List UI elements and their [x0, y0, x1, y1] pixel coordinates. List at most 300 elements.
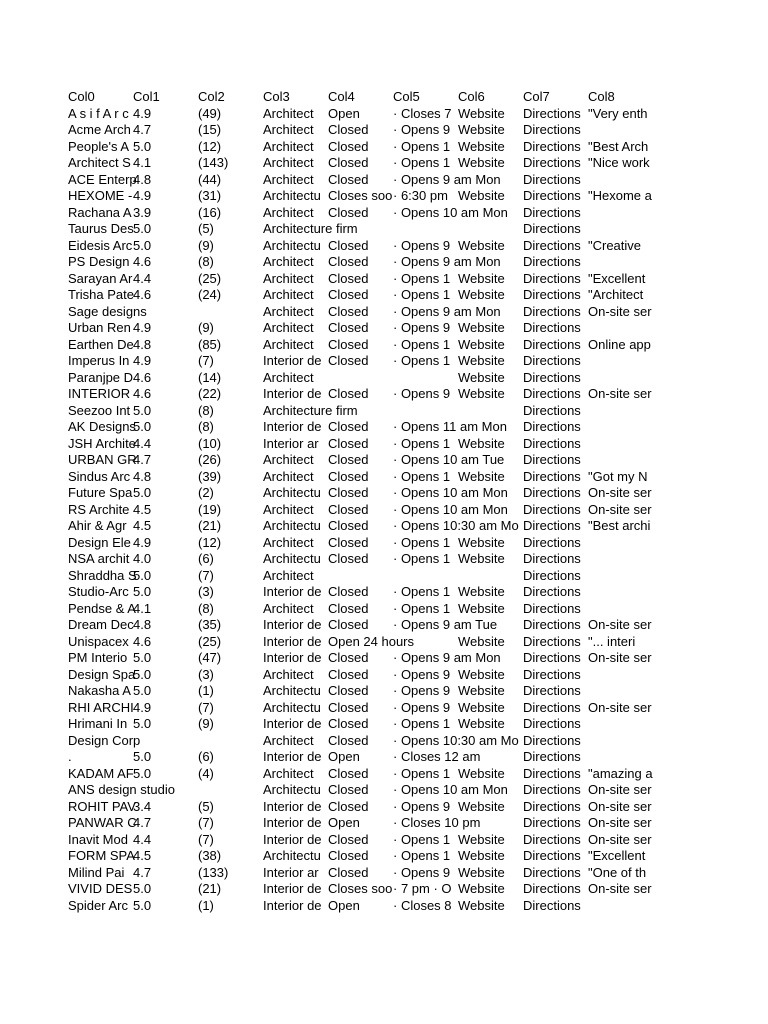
- table-cell: Architect: [263, 452, 314, 467]
- table-row: [68, 238, 654, 255]
- table-cell: (8): [198, 254, 214, 269]
- table-cell: On-site ser: [588, 831, 652, 847]
- table-cell: On-site ser: [588, 617, 652, 632]
- table-cell: AK Designs: [68, 419, 136, 434]
- table-cell: Sindus Arc: [68, 468, 131, 484]
- table-row: [68, 122, 654, 139]
- table-cell: Directions: [523, 353, 581, 368]
- table-row: [68, 106, 654, 123]
- table-cell: 3.4: [133, 798, 152, 814]
- table-cell: Closed: [328, 798, 369, 814]
- table-cell: Interior de: [263, 815, 322, 830]
- header-cell: Col7: [523, 89, 550, 104]
- table-cell: Architectu: [263, 188, 321, 203]
- table-cell: Directions: [523, 567, 581, 583]
- table-cell: 4.6: [133, 254, 152, 269]
- table-cell: Architect: [263, 765, 314, 781]
- table-cell: Directions: [523, 518, 581, 533]
- table-row: [68, 320, 654, 337]
- table-cell: Directions: [523, 501, 581, 517]
- table-cell: Website: [458, 534, 505, 550]
- table-cell: Directions: [523, 204, 581, 220]
- table-row: [68, 865, 654, 882]
- table-cell: [588, 419, 654, 436]
- table-cell: 4.1: [133, 155, 152, 170]
- table-cell: [458, 502, 523, 519]
- table-cell: "Excellent: [588, 848, 646, 863]
- table-cell: (7): [198, 831, 214, 847]
- table-cell: Architect: [263, 336, 314, 352]
- table-cell: Open 24 hours: [328, 633, 415, 649]
- table-cell: Architectu: [263, 237, 321, 253]
- table-cell: · Opens 1: [393, 270, 451, 286]
- table-cell: · Opens 9: [393, 237, 451, 253]
- table-cell: Directions: [523, 122, 581, 137]
- table-cell: 5.0: [133, 485, 152, 500]
- table-cell: Design Ele: [68, 534, 131, 550]
- header-cell: Col8: [588, 89, 615, 104]
- table-cell: 5.0: [133, 650, 152, 665]
- table-cell: · Opens 9: [393, 320, 451, 335]
- table-cell: Interior de: [263, 831, 322, 847]
- table-cell: 5.0: [133, 138, 152, 154]
- table-cell: Closed: [328, 485, 369, 500]
- table-cell: Closed: [328, 782, 369, 797]
- table-row: [68, 667, 654, 684]
- table-cell: On-site ser: [588, 650, 652, 665]
- table-cell: (133): [198, 864, 229, 880]
- table-row: [68, 733, 654, 750]
- table-cell: · Opens 1: [393, 287, 451, 302]
- table-cell: · Opens 9: [393, 122, 451, 137]
- table-cell: Architectu: [263, 683, 321, 698]
- table-cell: [458, 733, 523, 750]
- table-cell: Architect S: [68, 155, 131, 170]
- table-cell: Closed: [328, 650, 369, 665]
- table-cell: "Very enth: [588, 105, 648, 121]
- table-cell: Directions: [523, 452, 581, 467]
- table-cell: Directions: [523, 435, 581, 451]
- table-cell: Directions: [523, 369, 581, 385]
- table-cell: (38): [198, 848, 222, 863]
- table-cell: [458, 650, 523, 667]
- table-cell: Website: [458, 798, 505, 814]
- table-row: [68, 221, 654, 238]
- table-cell: Closed: [328, 138, 369, 154]
- table-cell: Closes soo: [328, 881, 393, 896]
- table-cell: Website: [458, 831, 505, 847]
- table-row: [68, 337, 654, 354]
- table-cell: On-site ser: [588, 881, 652, 896]
- table-row: [68, 815, 654, 832]
- table-cell: Website: [458, 105, 505, 121]
- table-cell: INTERIOR: [68, 386, 131, 401]
- table-row: [68, 716, 654, 733]
- table-cell: Interior de: [263, 353, 322, 368]
- table-cell: JSH Archite: [68, 435, 136, 451]
- table-cell: (7): [198, 567, 214, 583]
- table-cell: Website: [458, 237, 505, 253]
- table-cell: Closed: [328, 765, 369, 781]
- table-cell: Closed: [328, 270, 369, 286]
- table-cell: Interior ar: [263, 864, 319, 880]
- table-cell: 4.4: [133, 831, 152, 847]
- table-cell: [198, 782, 263, 799]
- table-body: [68, 106, 654, 915]
- table-cell: · Opens 9: [393, 666, 451, 682]
- table-cell: · Closes 8: [393, 897, 452, 913]
- table-cell: Directions: [523, 221, 581, 236]
- table-cell: Directions: [523, 254, 581, 269]
- table-cell: Open: [328, 815, 360, 830]
- table-cell: 4.9: [133, 188, 152, 203]
- table-cell: A s i f A r c: [68, 105, 129, 121]
- table-cell: 4.4: [133, 270, 152, 286]
- table-cell: Architect: [263, 155, 314, 170]
- table-cell: (8): [198, 600, 214, 616]
- table-cell: [393, 634, 458, 651]
- table-cell: Closed: [328, 584, 369, 599]
- table-cell: (25): [198, 633, 222, 649]
- table-cell: 4.0: [133, 551, 152, 566]
- table-cell: [328, 403, 393, 420]
- table-cell: Directions: [523, 584, 581, 599]
- table-cell: Hrimani In: [68, 716, 128, 731]
- table-cell: Website: [458, 765, 505, 781]
- table-cell: 4.7: [133, 815, 152, 830]
- table-cell: [133, 782, 198, 799]
- table-cell: 5.0: [133, 221, 152, 236]
- table-cell: · Opens 1: [393, 336, 451, 352]
- table-cell: · Opens 9 am Mon: [393, 303, 501, 319]
- table-cell: (16): [198, 204, 222, 220]
- table-cell: Website: [458, 155, 505, 170]
- table-cell: 4.5: [133, 848, 152, 863]
- table-cell: Closed: [328, 716, 369, 731]
- table-cell: Directions: [523, 419, 581, 434]
- table-cell: 4.9: [133, 353, 152, 368]
- table-cell: (2): [198, 485, 214, 500]
- table-cell: Closed: [328, 171, 369, 187]
- table-cell: · Opens 10 am Mon: [393, 204, 508, 220]
- table-cell: · Closes 10 pm: [393, 815, 481, 830]
- table-cell: (7): [198, 815, 214, 830]
- table-cell: (21): [198, 881, 222, 896]
- table-row: [68, 848, 654, 865]
- table-cell: Directions: [523, 534, 581, 550]
- table-cell: · Opens 1: [393, 551, 451, 566]
- table-cell: · Closes 7: [393, 105, 452, 121]
- table-cell: Architect: [263, 270, 314, 286]
- table-cell: (24): [198, 287, 222, 302]
- table-cell: · Opens 1: [393, 353, 451, 368]
- table-cell: Design Spa: [68, 666, 136, 682]
- table-cell: Closed: [328, 518, 369, 533]
- table-cell: Directions: [523, 815, 581, 830]
- table-cell: [588, 172, 654, 189]
- table-cell: Closed: [328, 353, 369, 368]
- table-cell: Interior de: [263, 716, 322, 731]
- table-cell: Architect: [263, 303, 314, 319]
- table-cell: Website: [458, 551, 505, 566]
- table-cell: PS Design: [68, 254, 130, 269]
- table-row: [68, 766, 654, 783]
- table-row: [68, 188, 654, 205]
- table-cell: Spider Arc: [68, 897, 128, 913]
- table-cell: (3): [198, 584, 214, 599]
- table-cell: Interior de: [263, 419, 322, 434]
- table-cell: (5): [198, 798, 214, 814]
- table-row: [68, 898, 654, 915]
- table-cell: Open: [328, 749, 360, 764]
- table-cell: [588, 683, 654, 700]
- table-cell: Website: [458, 683, 505, 698]
- table-cell: 4.8: [133, 468, 152, 484]
- table-cell: Architect: [263, 501, 314, 517]
- table-cell: Directions: [523, 650, 581, 665]
- table-row: [68, 551, 654, 568]
- table-cell: (14): [198, 369, 222, 385]
- table-cell: Nakasha A: [68, 683, 131, 698]
- table-cell: Urban Ren: [68, 320, 131, 335]
- table-cell: 5.0: [133, 237, 152, 253]
- table-cell: Architect: [263, 254, 314, 269]
- table-row: [68, 601, 654, 618]
- table-cell: Interior de: [263, 386, 322, 401]
- table-cell: Pendse & A: [68, 600, 136, 616]
- table-cell: Online app: [588, 336, 651, 352]
- table-cell: 4.1: [133, 600, 152, 616]
- header-cell: Col2: [198, 89, 225, 104]
- table-cell: URBAN GR: [68, 452, 137, 467]
- table-cell: Directions: [523, 881, 581, 896]
- table-cell: Architect: [263, 468, 314, 484]
- table-cell: KADAM AF: [68, 765, 134, 781]
- header-cell: Col1: [133, 89, 160, 104]
- table-cell: ANS design studio: [68, 782, 175, 797]
- table-cell: [458, 172, 523, 189]
- table-cell: · Opens 9: [393, 386, 451, 401]
- table-cell: Website: [458, 270, 505, 286]
- table-cell: Unispacex: [68, 633, 129, 649]
- table-cell: Architectu: [263, 551, 321, 566]
- table-cell: Closed: [328, 287, 369, 302]
- table-cell: PANWAR C: [68, 815, 137, 830]
- table-cell: (1): [198, 897, 214, 913]
- table-cell: [458, 815, 523, 832]
- table-cell: [458, 452, 523, 469]
- table-row: [68, 518, 654, 535]
- header-cell: Col4: [328, 89, 355, 104]
- table-cell: Closed: [328, 617, 369, 632]
- table-cell: · 6:30 pm: [393, 188, 448, 203]
- table-cell: 4.6: [133, 633, 152, 649]
- table-cell: Architectu: [263, 699, 321, 715]
- table-cell: 4.9: [133, 105, 152, 121]
- table-cell: · Closes 12 am: [393, 749, 481, 764]
- table-cell: · Opens 1: [393, 765, 451, 781]
- table-cell: (9): [198, 716, 214, 731]
- table-cell: (8): [198, 419, 214, 434]
- table-cell: Directions: [523, 617, 581, 632]
- table-cell: Closed: [328, 831, 369, 847]
- table-cell: 5.0: [133, 716, 152, 731]
- table-row: [68, 502, 654, 519]
- table-row: [68, 205, 654, 222]
- table-cell: Interior de: [263, 617, 322, 632]
- table-cell: Closed: [328, 848, 369, 863]
- table-cell: "Architect: [588, 287, 644, 302]
- table-cell: (7): [198, 699, 214, 715]
- table-row: [68, 353, 654, 370]
- table-cell: RHI ARCHI: [68, 699, 134, 715]
- table-cell: Trisha Pate: [68, 287, 134, 302]
- table-row: [68, 617, 654, 634]
- table-cell: Directions: [523, 864, 581, 880]
- table-cell: 4.7: [133, 452, 152, 467]
- table-cell: Design Corp: [68, 732, 141, 748]
- table-cell: Website: [458, 336, 505, 352]
- table-cell: [198, 304, 263, 321]
- table-cell: Website: [458, 881, 505, 896]
- table-cell: (6): [198, 551, 214, 566]
- table-cell: (31): [198, 188, 222, 203]
- table-row: [68, 584, 654, 601]
- table-cell: 4.6: [133, 386, 152, 401]
- table-cell: Imperus In: [68, 353, 130, 368]
- table-cell: "Creative: [588, 237, 642, 253]
- table-cell: Directions: [523, 320, 581, 335]
- table-cell: Interior de: [263, 749, 322, 764]
- table-cell: Directions: [523, 105, 581, 121]
- table-cell: [588, 551, 654, 568]
- table-cell: On-site ser: [588, 386, 652, 401]
- table-cell: 4.4: [133, 435, 152, 451]
- table-cell: Ahir & Agr: [68, 518, 127, 533]
- table-cell: · Opens 9 am Mon: [393, 171, 501, 187]
- table-cell: Directions: [523, 633, 581, 649]
- table-cell: · Opens 9 am Mon: [393, 254, 501, 269]
- table-cell: Directions: [523, 237, 581, 253]
- table-cell: [588, 601, 654, 618]
- table-cell: · Opens 10 am Tue: [393, 452, 505, 467]
- table-cell: Closed: [328, 237, 369, 253]
- table-cell: Milind Pai: [68, 864, 125, 880]
- table-cell: Architect: [263, 105, 314, 121]
- table-cell: "Hexome a: [588, 188, 652, 203]
- table-row: [68, 452, 654, 469]
- table-cell: Closed: [328, 435, 369, 451]
- table-cell: 3.9: [133, 204, 152, 220]
- header-cell: Col3: [263, 89, 290, 104]
- table-cell: (19): [198, 501, 222, 517]
- table-cell: On-site ser: [588, 501, 652, 517]
- table-cell: VIVID DES: [68, 881, 133, 896]
- table-cell: Website: [458, 138, 505, 154]
- table-cell: [393, 403, 458, 420]
- header-row: [68, 89, 654, 106]
- table-cell: [588, 221, 654, 238]
- table-cell: 5.0: [133, 881, 152, 896]
- table-cell: 4.8: [133, 171, 152, 187]
- table-cell: Rachana A: [68, 204, 132, 220]
- header-cell: Col0: [68, 89, 95, 104]
- table-cell: (10): [198, 435, 222, 451]
- table-cell: Directions: [523, 683, 581, 698]
- table-cell: Shraddha S: [68, 567, 137, 583]
- table-row: [68, 650, 654, 667]
- table-cell: Directions: [523, 188, 581, 203]
- table-cell: Closed: [328, 666, 369, 682]
- table-cell: [458, 749, 523, 766]
- table-cell: Architectu: [263, 485, 321, 500]
- table-cell: On-site ser: [588, 303, 652, 319]
- table-cell: Directions: [523, 600, 581, 616]
- table-cell: [588, 535, 654, 552]
- table-cell: Website: [458, 468, 505, 484]
- table-cell: [458, 403, 523, 420]
- table-cell: Directions: [523, 138, 581, 154]
- table-cell: [588, 370, 654, 387]
- table-cell: Directions: [523, 732, 581, 748]
- table-cell: Directions: [523, 303, 581, 319]
- table-cell: · Opens 10 am Mon: [393, 501, 508, 517]
- table-cell: · Opens 9 am Tue: [393, 617, 498, 632]
- table-cell: (22): [198, 386, 222, 401]
- table-cell: Closed: [328, 551, 369, 566]
- table-cell: · Opens 11 am Mon: [393, 419, 507, 434]
- table-cell: (6): [198, 749, 214, 764]
- table-cell: On-site ser: [588, 699, 652, 715]
- table-cell: Studio-Arc: [68, 584, 129, 599]
- table-cell: [588, 122, 654, 139]
- table-cell: FORM SPA: [68, 848, 135, 863]
- table-cell: [393, 370, 458, 387]
- table-cell: Directions: [523, 699, 581, 715]
- header-cell: Col6: [458, 89, 485, 104]
- table-cell: · Opens 1: [393, 848, 451, 863]
- table-cell: Interior de: [263, 633, 322, 649]
- table-cell: Website: [458, 369, 505, 385]
- table-cell: (47): [198, 650, 222, 665]
- table-cell: Directions: [523, 468, 581, 484]
- table-cell: Seezoo Int: [68, 402, 131, 418]
- table-cell: Architect: [263, 204, 314, 220]
- table-cell: Interior de: [263, 584, 322, 599]
- table-cell: [588, 584, 654, 601]
- table-row: [68, 782, 654, 799]
- table-cell: PM Interio: [68, 650, 128, 665]
- table-cell: Website: [458, 287, 505, 302]
- table-cell: [328, 370, 393, 387]
- table-cell: 4.8: [133, 336, 152, 352]
- table-cell: · Opens 9: [393, 864, 451, 880]
- table-row: [68, 799, 654, 816]
- table-cell: 4.6: [133, 369, 152, 385]
- table-cell: [588, 353, 654, 370]
- table-cell: 4.8: [133, 617, 152, 632]
- table-cell: Architect: [263, 534, 314, 550]
- table-cell: [458, 304, 523, 321]
- table-cell: 5.0: [133, 419, 152, 434]
- table-cell: · Opens 10:30 am Mo: [393, 518, 519, 533]
- table-cell: [393, 568, 458, 585]
- table-row: [68, 469, 654, 486]
- table-cell: Directions: [523, 666, 581, 682]
- table-cell: Architect: [263, 138, 314, 154]
- table-cell: 5.0: [133, 584, 152, 599]
- table-cell: Website: [458, 897, 505, 913]
